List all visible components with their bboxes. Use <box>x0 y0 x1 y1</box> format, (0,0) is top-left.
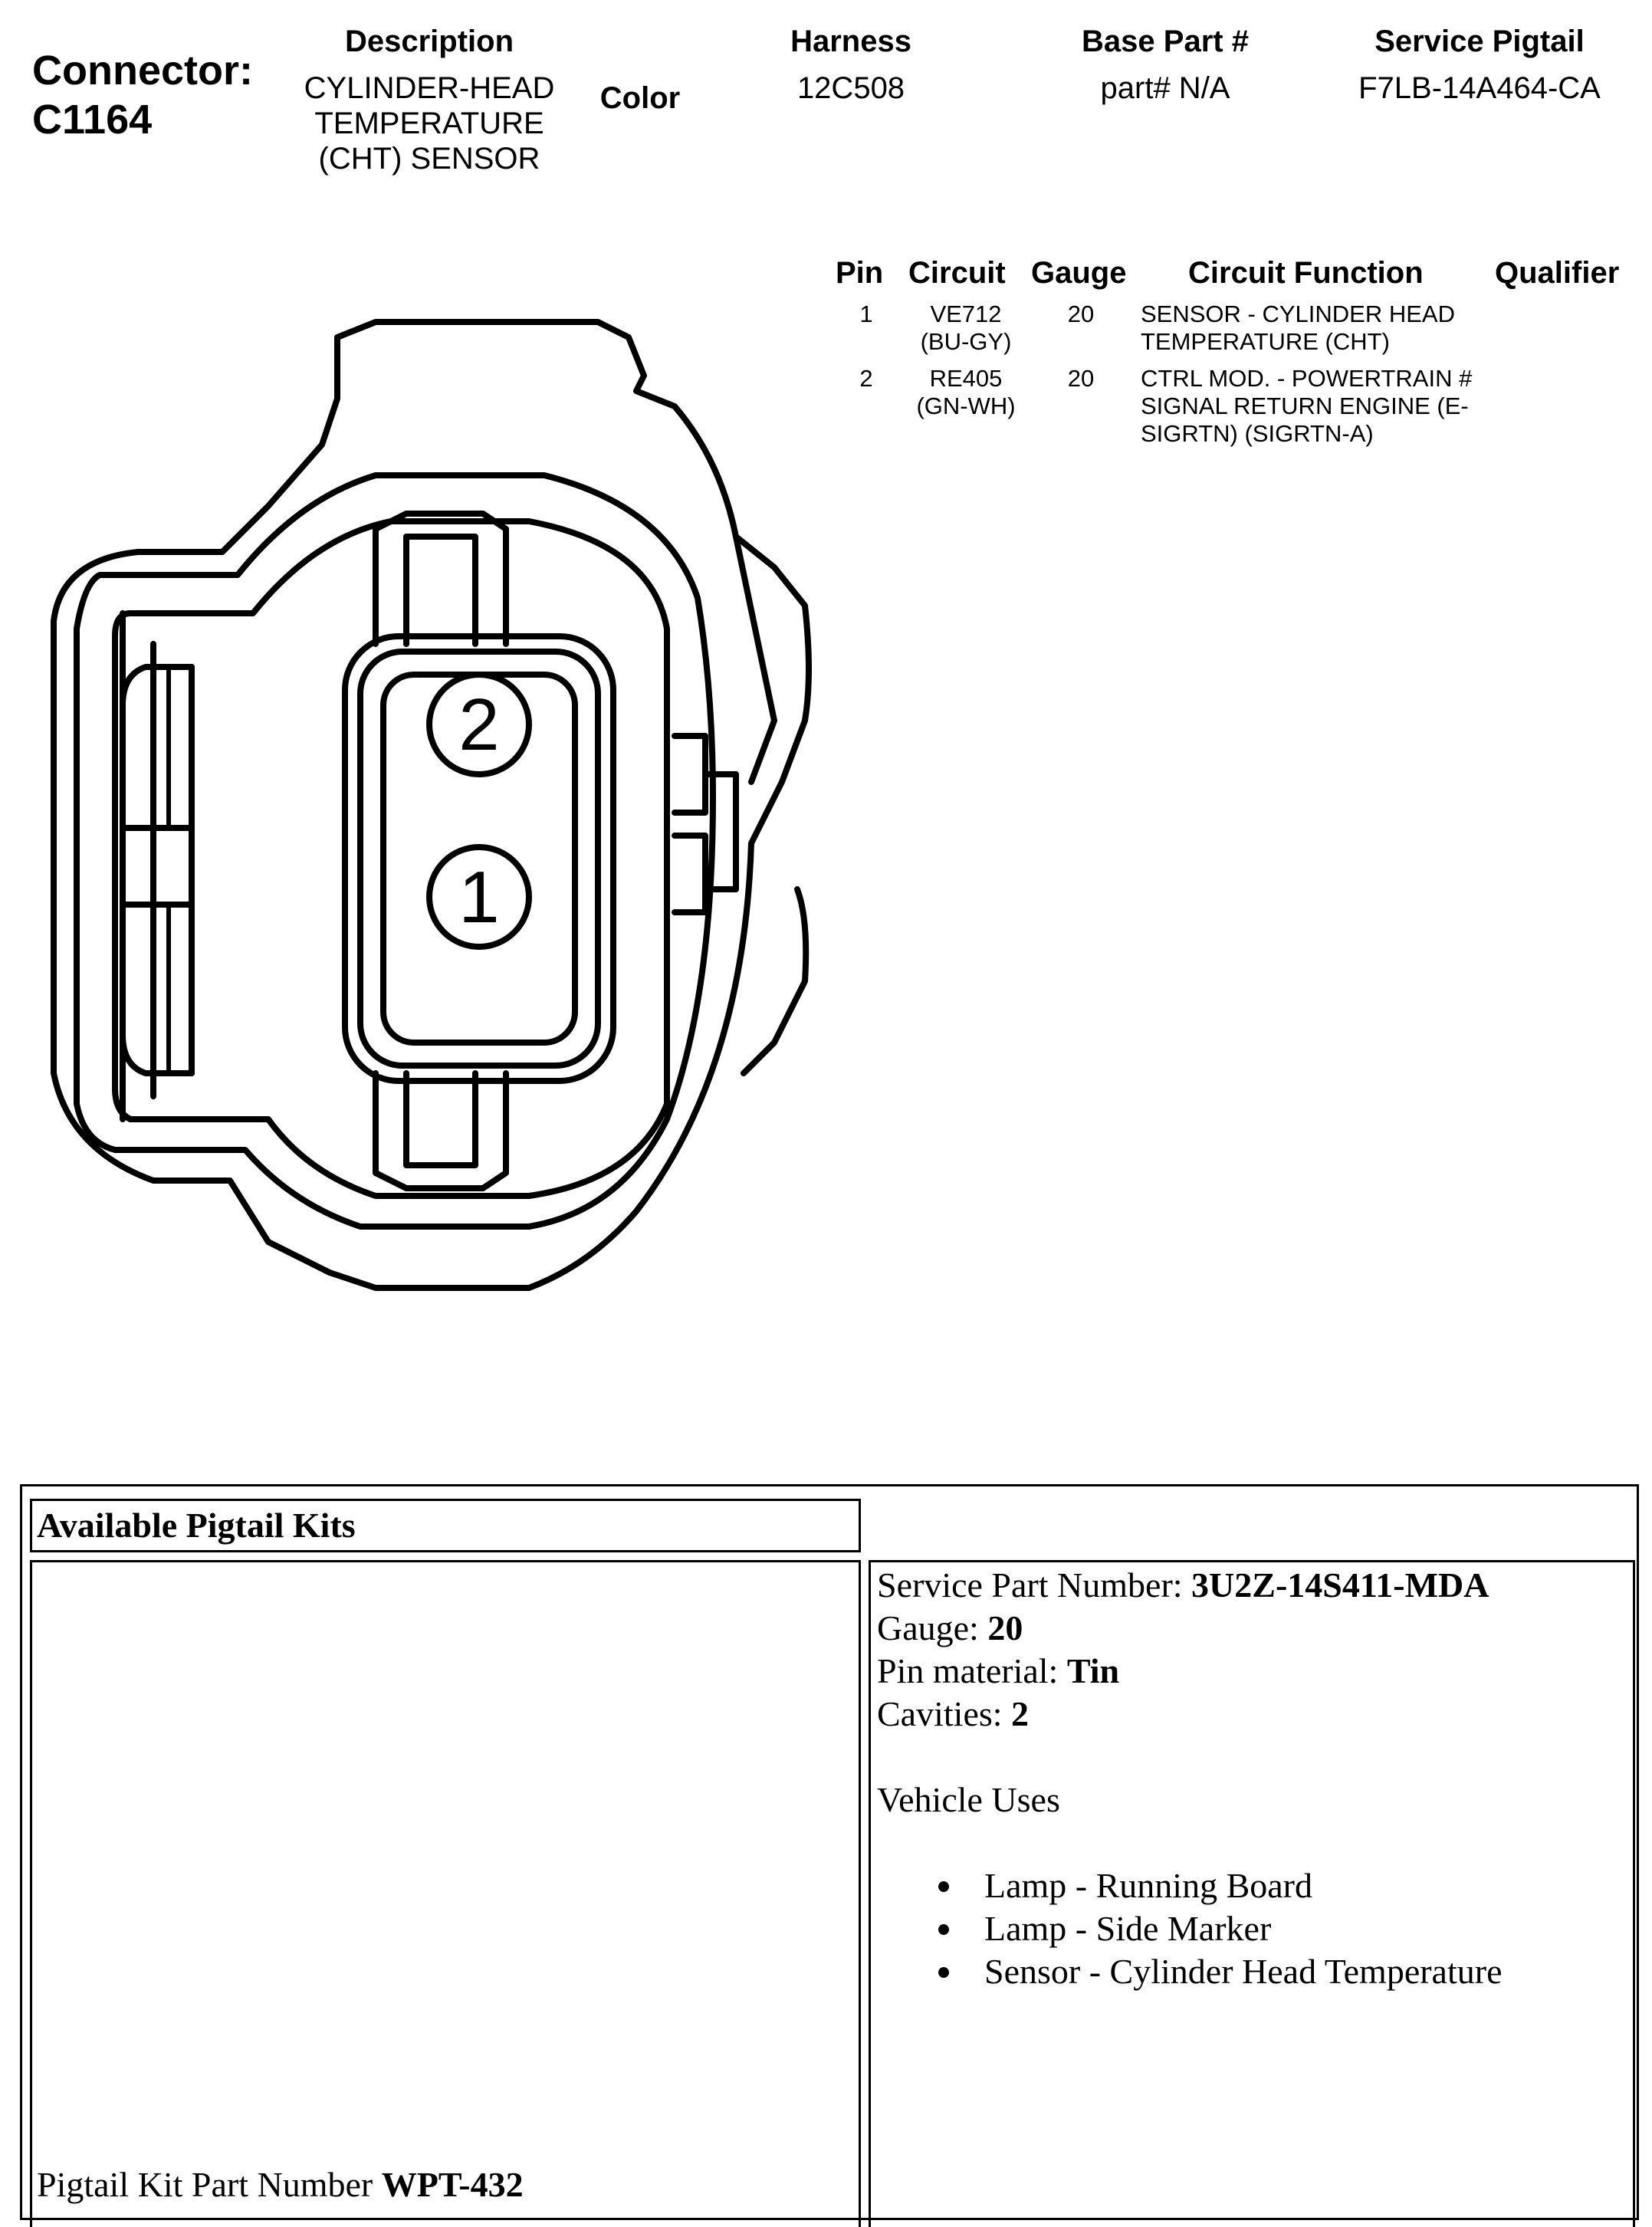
function-line: SIGRTN) (SIGRTN-A) <box>1141 420 1374 447</box>
service-part-label: Service Part Number: <box>877 1565 1192 1605</box>
description-line: CYLINDER-HEAD <box>304 71 555 105</box>
service-part-value: 3U2Z-14S411-MDA <box>1191 1565 1489 1605</box>
function-line: TEMPERATURE (CHT) <box>1141 328 1390 355</box>
gauge-cell: 20 <box>1067 301 1095 327</box>
connector-face-diagram <box>38 307 820 1319</box>
function-line: CTRL MOD. - POWERTRAIN # <box>1141 365 1473 392</box>
pin-number: 2 <box>859 365 873 392</box>
pigtail-title: Available Pigtail Kits <box>37 1506 356 1545</box>
pigtail-image-cell <box>30 1560 861 2227</box>
cavities-value: 2 <box>1011 1694 1030 1733</box>
gauge-header: Gauge <box>1031 256 1127 290</box>
service-pigtail-label: Service Pigtail <box>1374 25 1585 58</box>
list-item: Lamp - Running Board <box>938 1864 1628 1907</box>
circuit-header: Circuit <box>908 256 1006 290</box>
pin-1-label: 1 <box>458 856 500 938</box>
description-label: Description <box>344 25 514 58</box>
harness-label: Harness <box>790 25 911 58</box>
connector-label: Connector: <box>32 48 253 94</box>
color-label: Color <box>599 81 681 115</box>
cavities-line <box>877 1693 1628 1736</box>
pigtail-kit-part-label: Pigtail Kit Part Number <box>37 2165 382 2204</box>
vehicle-uses-list <box>938 1864 1628 1993</box>
circuit-function-header: Circuit Function <box>1188 256 1424 290</box>
list-item: Lamp - Side Marker <box>938 1907 1628 1950</box>
function-line: SIGNAL RETURN ENGINE (E- <box>1141 393 1469 419</box>
description-value <box>284 71 575 176</box>
pigtail-title-cell <box>30 1499 861 1552</box>
pin-material-label: Pin material: <box>877 1651 1067 1690</box>
circuit-id: RE405 <box>929 365 1003 392</box>
service-pigtail-value: F7LB-14A464-CA <box>1358 71 1601 105</box>
description-line: TEMPERATURE <box>314 107 544 140</box>
gauge-cell: 20 <box>1067 365 1095 392</box>
list-item: Sensor - Cylinder Head Temperature <box>938 1950 1628 1993</box>
pin-material-line <box>877 1650 1628 1693</box>
connector-id: C1164 <box>32 97 153 143</box>
pin-header: Pin <box>836 256 884 290</box>
description-line: (CHT) SENSOR <box>318 142 540 176</box>
circuit-color: (BU-GY) <box>920 328 1012 355</box>
pin-material-value: Tin <box>1066 1651 1120 1690</box>
circuit-function-cell <box>1141 365 1472 448</box>
circuit-cell <box>897 301 1035 356</box>
circuit-id: VE712 <box>930 301 1002 327</box>
cavities-label: Cavities: <box>877 1694 1012 1733</box>
circuit-function-cell <box>1141 301 1455 356</box>
harness-value: 12C508 <box>796 71 905 105</box>
gauge-value: 20 <box>987 1608 1023 1647</box>
circuit-cell <box>897 365 1035 420</box>
vehicle-uses-label: Vehicle Uses <box>877 1780 1060 1819</box>
pin-number: 1 <box>859 301 873 327</box>
connector-title <box>32 46 253 144</box>
qualifier-header: Qualifier <box>1495 256 1620 290</box>
pigtail-kit-part <box>37 2163 524 2206</box>
pigtail-kit-part-value: WPT-432 <box>381 2165 524 2204</box>
base-part-label: Base Part # <box>1082 25 1249 58</box>
pigtail-details <box>877 1564 1628 1993</box>
pigtail-kits-table <box>20 1484 1639 2220</box>
service-part-line <box>877 1564 1628 1607</box>
housing-inner-outline <box>77 475 713 1227</box>
function-line: SENSOR - CYLINDER HEAD <box>1141 301 1455 327</box>
gauge-label: Gauge: <box>877 1608 988 1647</box>
gauge-line <box>877 1607 1628 1650</box>
circuit-color: (GN-WH) <box>916 393 1016 419</box>
pin-2-label: 2 <box>458 684 500 766</box>
base-part-value: part# N/A <box>1100 71 1230 105</box>
pigtail-details-cell <box>869 1560 1635 2227</box>
